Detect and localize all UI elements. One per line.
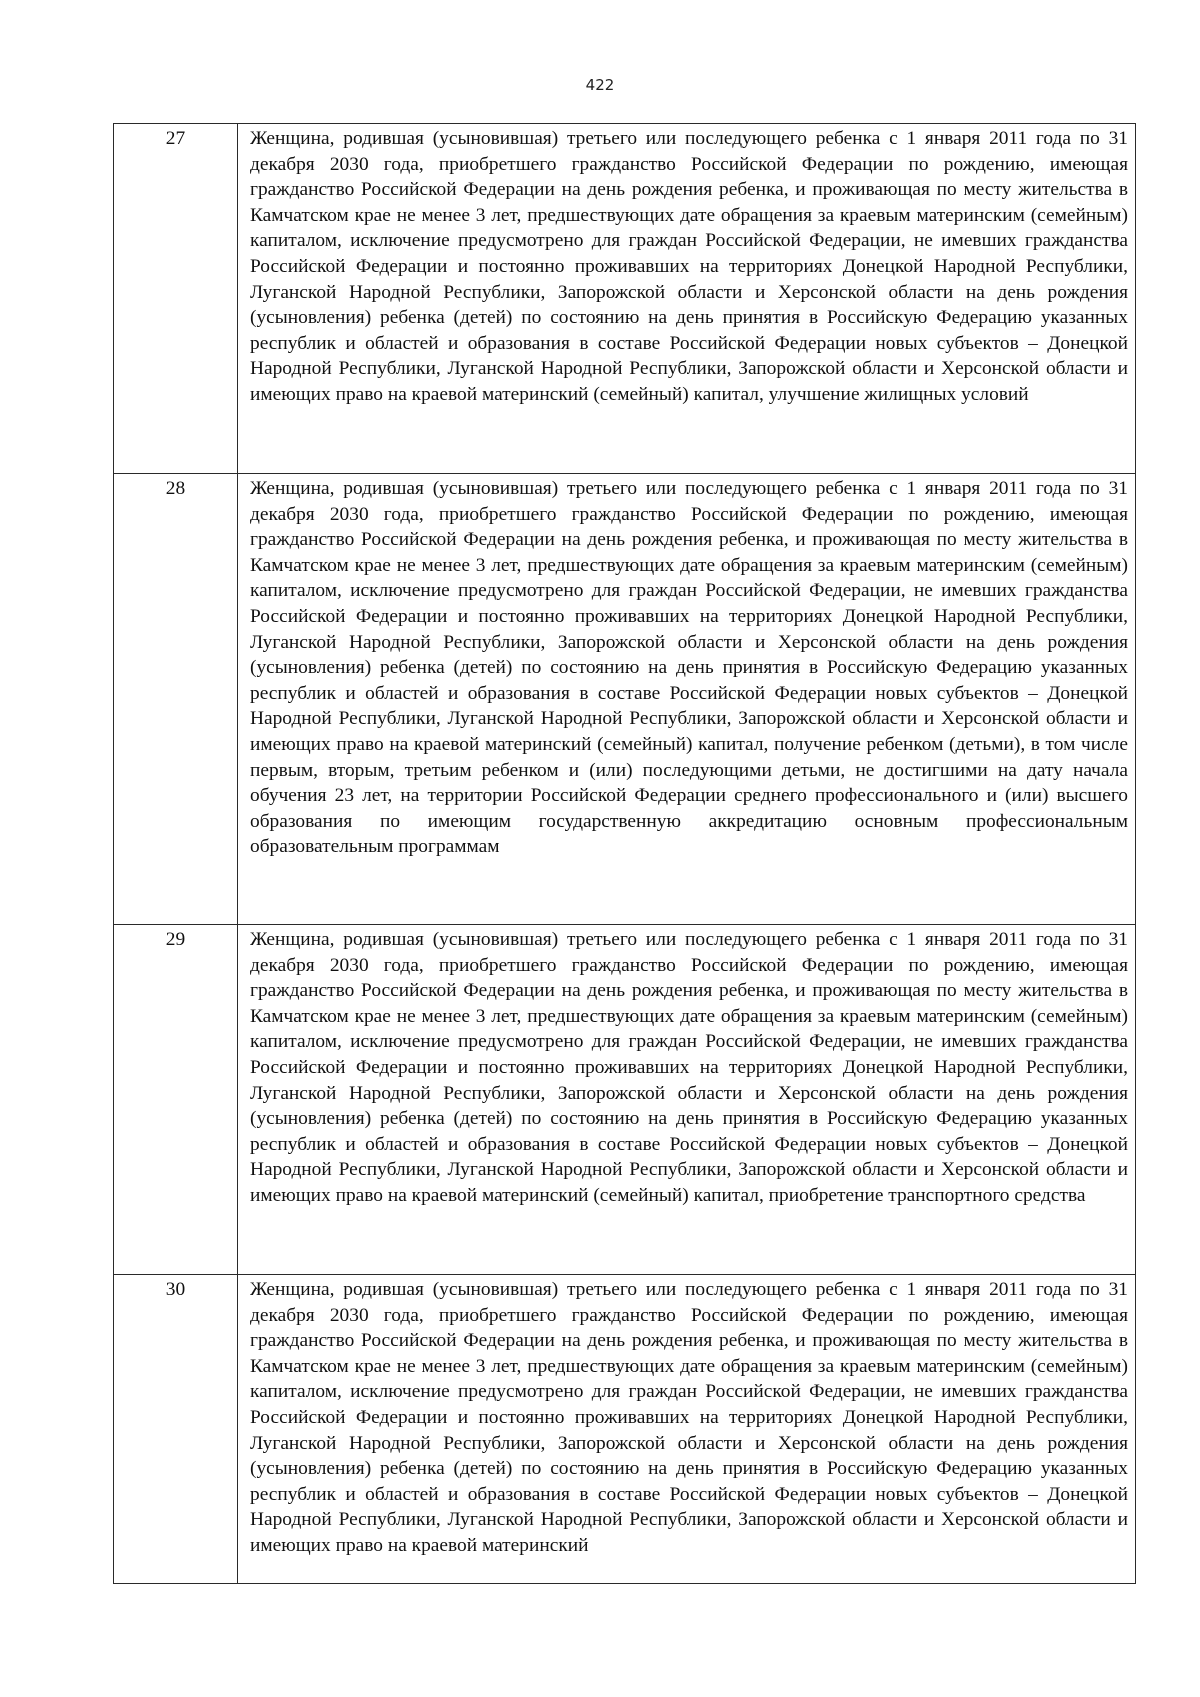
table-row [114,925,1136,1275]
table-row [114,1275,1136,1584]
row-number: 30 [114,1275,238,1584]
row-text: Женщина, родившая (усыновившая) третьего или последующего ребенка с 1 января 2011 года по 31 декабря 2030 года, приобретшего гражданство Российской Федерации по рождению, имеющая гражданство Российской Федерации на день рождения ребенка, и проживающая по месту жительства в Камчатском крае не менее 3 лет, предшествующих дате обращения за краевым материнским (семейным) капиталом, исключение предусмотрено для граждан Российской Федерации, не имевших гражданства Российской Федерации и постоянно проживавших на территориях Донецкой Народной Республики, Луганской Народной Республики, Запорожской области и Херсонской области на день рождения (усыновления) ребенка (детей) по состоянию на день принятия в Российскую Федерацию указанных республик и областей и образования в составе Российской Федерации новых субъектов – Донецкой Народной Республики, Луганской Народной Республики, Запорожской области и Херсонской области и имеющих право на краевой материнский (семейный) капитал, приобретение транспортного средства [238,925,1136,1275]
row-text-wrapper [238,1275,1136,1584]
page-number: 422 [585,76,615,94]
row-number: 27 [114,124,238,474]
table-row [114,124,1136,474]
row-number: 29 [114,925,238,1275]
row-text: Женщина, родившая (усыновившая) третьего или последующего ребенка с 1 января 2011 года по 31 декабря 2030 года, приобретшего гражданство Российской Федерации по рождению, имеющая гражданство Российской Федерации на день рождения ребенка, и проживающая по месту жительства в Камчатском крае не менее 3 лет, предшествующих дате обращения за краевым материнским (семейным) капиталом, исключение предусмотрено для граждан Российской Федерации, не имевших гражданства Российской Федерации и постоянно проживавших на территориях Донецкой Народной Республики, Луганской Народной Республики, Запорожской области и Херсонской области на день рождения (усыновления) ребенка (детей) по состоянию на день принятия в Российскую Федерацию указанных республик и областей и образования в составе Российской Федерации новых субъектов – Донецкой Народной Республики, Луганской Народной Республики, Запорожской области и Херсонской области и имеющих право на краевой материнский (семейный) капитал, улучшение жилищных условий [238,124,1136,474]
table-row [114,474,1136,925]
row-text: Женщина, родившая (усыновившая) третьего или последующего ребенка с 1 января 2011 года по 31 декабря 2030 года, приобретшего гражданство Российской Федерации по рождению, имеющая гражданство Российской Федерации на день рождения ребенка, и проживающая по месту жительства в Камчатском крае не менее 3 лет, предшествующих дате обращения за краевым материнским (семейным) капиталом, исключение предусмотрено для граждан Российской Федерации, не имевших гражданства Российской Федерации и постоянно проживавших на территориях Донецкой Народной Республики, Луганской Народной Республики, Запорожской области и Херсонской области на день рождения (усыновления) ребенка (детей) по состоянию на день принятия в Российскую Федерацию указанных республик и областей и образования в составе Российской Федерации новых субъектов – Донецкой Народной Республики, Луганской Народной Республики, Запорожской области и Херсонской области и имеющих право на краевой материнский [250,1279,1128,1556]
row-text: Женщина, родившая (усыновившая) третьего или последующего ребенка с 1 января 2011 года по 31 декабря 2030 года, приобретшего гражданство Российской Федерации по рождению, имеющая гражданство Российской Федерации на день рождения ребенка, и проживающая по месту жительства в Камчатском крае не менее 3 лет, предшествующих дате обращения за краевым материнским (семейным) капиталом, исключение предусмотрено для граждан Российской Федерации, не имевших гражданства Российской Федерации и постоянно проживавших на территориях Донецкой Народной Республики, Луганской Народной Республики, Запорожской области и Херсонской области на день рождения (усыновления) ребенка (детей) по состоянию на день принятия в Российскую Федерацию указанных республик и областей и образования в составе Российской Федерации новых субъектов – Донецкой Народной Республики, Луганской Народной Республики, Запорожской области и Херсонской области и имеющих право на краевой материнский (семейный) капитал, получение ребенком (детьми), в том числе первым, вторым, третьим ребенком и (или) последующими детьми, не достигшими на дату начала обучения 23 лет, на территории Российской Федерации среднего профессионального и (или) высшего образования по имеющим государственную аккредитацию основным профессиональным образовательным программам [238,474,1136,925]
document-table [113,123,1136,1584]
row-number: 28 [114,474,238,925]
